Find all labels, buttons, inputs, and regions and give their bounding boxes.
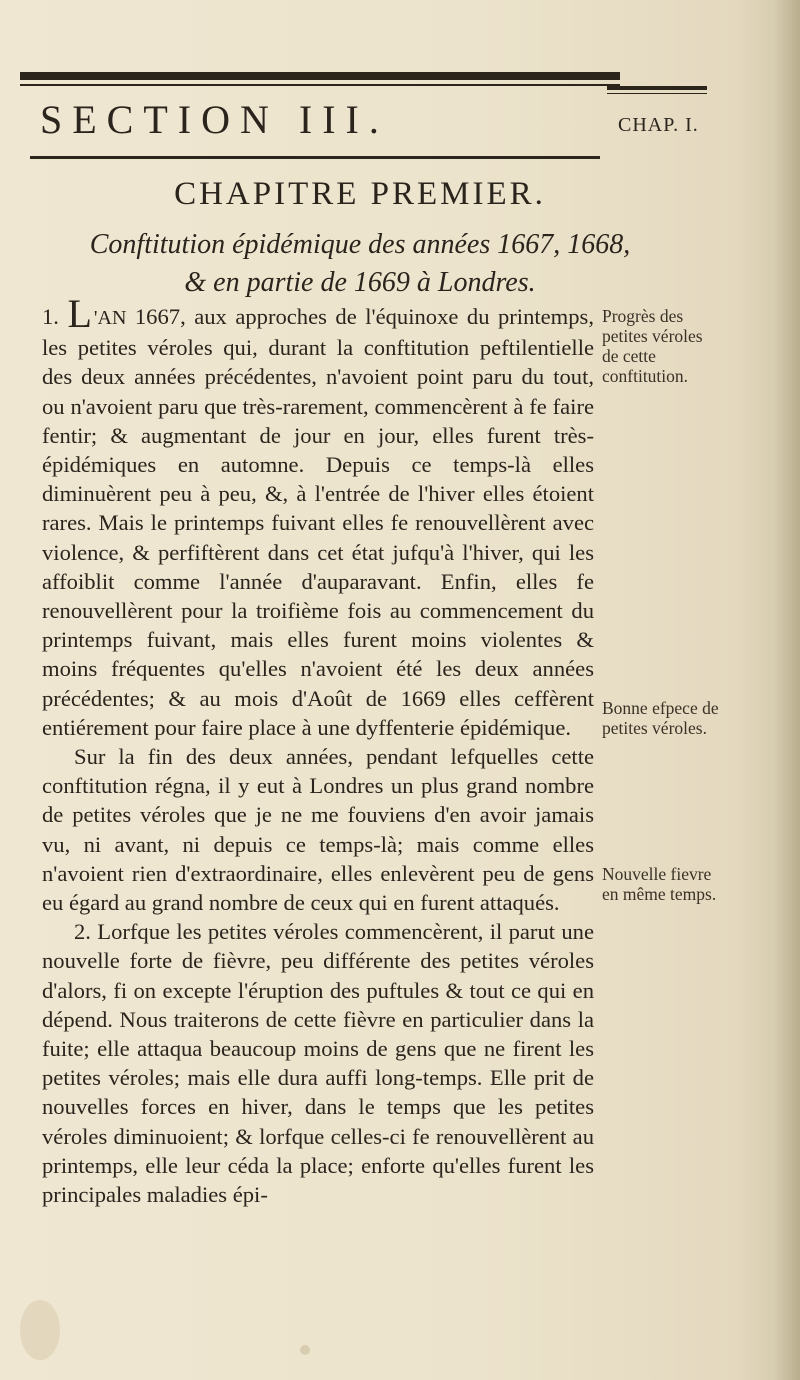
margin-note-progress: Progrès des petites véroles de cette conftitution. — [602, 306, 703, 386]
body-text — [42, 291, 594, 1209]
small-caps-word: 'AN — [93, 307, 127, 329]
section-heading: SECTION III. — [40, 97, 389, 142]
subtitle-line-2: & en partie de 1669 à Londres. — [184, 267, 536, 298]
header-rule-right-thin — [607, 93, 707, 94]
paragraph-3: 2. Lorfque les petites véroles commencèrent, il parut une nouvelle forte de fièvre, peu différente des petites véroles d'alors, fi on excepte l'éruption des puftules & tout ce qui en dépend. Nous traiterons de cette fièvre en particulier dans la fuite; elle attaqua beaucoup moins de gens que ne firent les petites véroles; mais elle dura auffi long-temps. Elle prit de nouvelles forces en hiver, dans le temps que les petites véroles diminuoient; & lorfque celles-ci fe renouvellèrent au printemps, elle leur céda la place; enforte qu'elles furent les principales maladies épi- — [42, 919, 594, 1208]
subtitle-line-1: Conftitution épidémique des années 1667, 1668, — [89, 229, 631, 260]
foxing-spot — [20, 1300, 60, 1360]
running-head-chapter: CHAP. I. — [618, 114, 699, 136]
chapter-subtitle — [0, 226, 720, 302]
paragraph-1 — [42, 291, 594, 742]
margin-note-good-kind: Bonne efpece de petites véroles. — [602, 698, 719, 738]
margin-note-new-fever: Nouvelle fievre en même temps. — [602, 864, 717, 904]
page-edge — [772, 0, 800, 1380]
chapter-title: CHAPITRE PREMIER. — [174, 176, 546, 212]
drop-cap: L — [67, 291, 92, 336]
header-rule-thin — [20, 84, 620, 86]
paragraph-1-text: 1667, aux approches de l'équinoxe du printemps, les petites véroles qui, durant la conftitution peftilentielle des deux années précédentes, n'avoient point paru du tout, ou n'avoient paru que très-rarement, commencèrent à fe faire fentir; & augmentant de jour en jour, elles furent très-épidémiques en automne. Depuis ce temps-là elles diminuèrent peu à peu, &, à l'entrée de l'hiver elles étoient rares. Mais le printemps fuivant elles fe renouvellèrent avec violence, & perfiftèrent dans cet état jufqu'à l'hiver, qui les affoiblit comme l'année d'auparavant. Enfin, elles fe renouvellèrent pour la troifième fois au commencement du printemps fuivant, mais elles furent moins violentes & moins fréquentes qu'elles n'avoient été les deux années précédentes; & au mois d'Août de 1669 elles ceffèrent entiérement pour faire place à une dyffenterie épidémique. — [42, 304, 594, 740]
foxing-spot — [300, 1345, 310, 1355]
header-rule-right — [607, 86, 707, 90]
section-underline — [30, 156, 600, 159]
paragraph-number: 1. — [42, 304, 59, 329]
paragraph-2: Sur la fin des deux années, pendant lefquelles cette conftitution régna, il y eut à Londres un plus grand nombre de petites véroles que je ne me fouviens d'en avoir jamais vu, ni avant, ni depuis ce temps-là; mais comme elles n'avoient rien d'extraordinaire, elles enlevèrent peu de gens eu égard au grand nombre de ceux qui en furent attaqués. — [42, 744, 594, 916]
header-rule-thick — [20, 72, 620, 80]
